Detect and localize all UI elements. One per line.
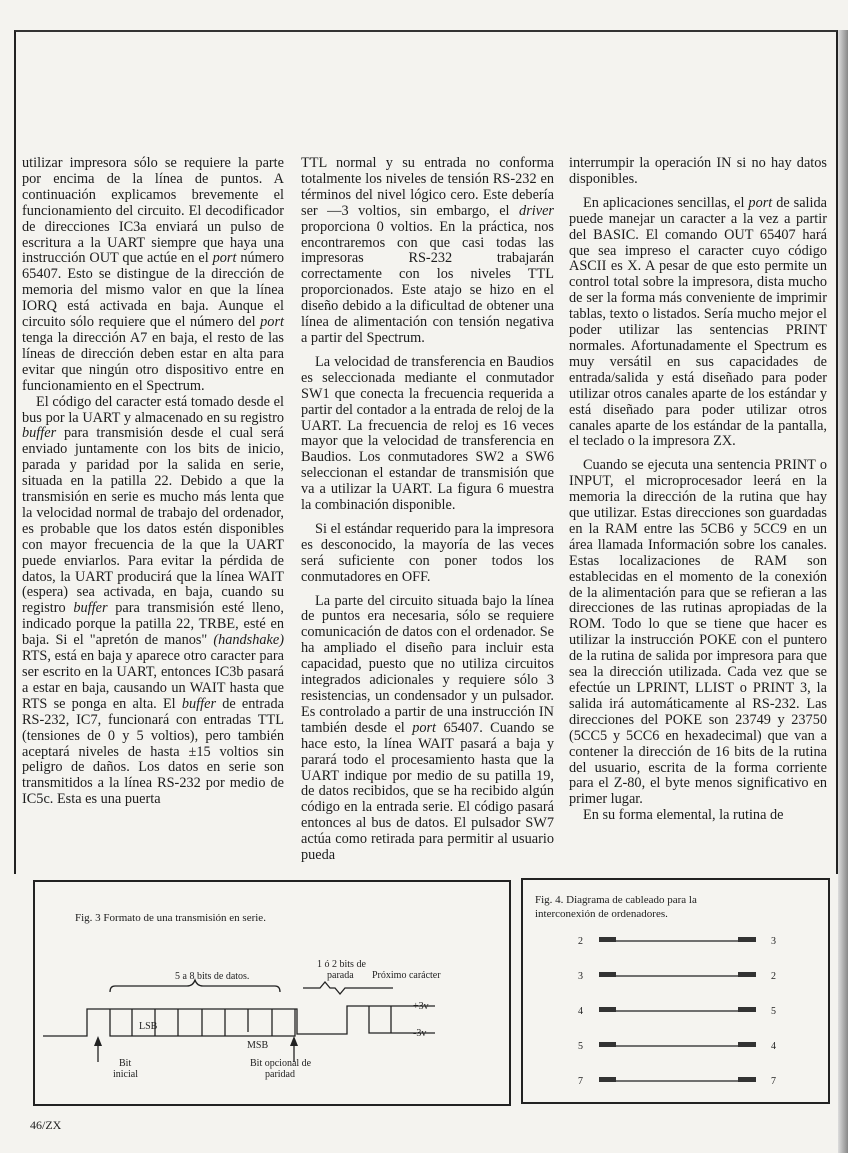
text-run: En aplicaciones sencillas, el xyxy=(583,194,749,211)
pin-left-label: 4 xyxy=(578,1006,583,1017)
text-run: Si el estándar requerido para la impresora es desconocido, la mayoría de las veces será suficiente con poner todos los conmutadores en OFF. xyxy=(301,520,554,585)
stop-bits-label-2: parada xyxy=(327,970,354,981)
minus3v-label: -3v xyxy=(413,1028,427,1039)
paragraph xyxy=(22,395,284,809)
text-run: número 65407. Esto se distingue de la dirección de memoria del mismo valor en que la línea IORQ está activada en baja. Aunque el circuito sólo requiere que el número del xyxy=(22,250,284,331)
connector-left xyxy=(599,1007,616,1012)
figure-3-caption: Fig. 3 Formato de una transmisión en serie. xyxy=(75,912,266,924)
connector-right xyxy=(738,1007,756,1012)
italic-term: (handshake) xyxy=(213,632,284,649)
connector-right xyxy=(738,1042,756,1047)
italic-term: port xyxy=(748,194,773,211)
text-run: utilizar impresora sólo se requiere la parte por encima de la línea de puntos. A continuación explicamos brevemente el funcionamiento del circuito. El decodificador de direcciones IC3a enviará un pulso de escritura a la UART siempre que haya una instrucción OUT que actúe en el xyxy=(22,155,284,267)
figure-3 xyxy=(33,880,511,1106)
plus3v-label: +3v xyxy=(413,1001,429,1012)
serial-timing-diagram xyxy=(35,882,509,1104)
italic-term: driver xyxy=(519,202,554,219)
italic-term: buffer xyxy=(181,695,217,712)
italic-term: port xyxy=(412,719,437,736)
pin-left-label: 5 xyxy=(578,1041,583,1052)
connector-left xyxy=(599,972,616,977)
page-edge xyxy=(838,30,848,1153)
signal-waveform xyxy=(43,1006,435,1036)
stop-bits-label: 1 ó 2 bits de xyxy=(317,959,366,970)
pin-left-label: 3 xyxy=(578,971,583,982)
text-column-1 xyxy=(22,156,284,808)
text-run: para transmisión esté lleno, indicado porque la patilla 22, TRBE, esté en baja. Si el "apretón de manos" xyxy=(22,600,284,649)
text-run: para transmisión desde el cual será enviado juntamente con los bits de inicio, parada y paridad por la salida en serie, situada en la patilla 22. Debido a que la transmisión en serie es mucho más lenta que la velocidad normal de trabajo del ordenador, es probable que los datos estén disponibles con mayor frecuencia de la que la UART puede enviarlos. Para evitar la pérdida de datos, la UART producirá que la línea WAIT (espera) sea activada, en baja, cuando su registro xyxy=(22,425,284,617)
text-run: La velocidad de transferencia en Baudios es seleccionada mediante el conmutador SW1 que conecta la frecuencia requerida a partir del contador a la entrada de reloj de la UART. La frecuencia de reloj es 16 veces mayor que la velocidad de transferencia en Baudios. Los conmutadores SW2 a SW6 seleccionan el estandar de transmisión que va a utilizar la UART. La figura 6 muestra la combinación disponible. xyxy=(301,353,554,514)
start-bit-label: Bit xyxy=(119,1058,132,1069)
figure-4 xyxy=(521,878,830,1104)
wiring-diagram xyxy=(523,880,828,1102)
paragraph xyxy=(569,156,827,188)
page-number: 46/ZX xyxy=(30,1118,62,1132)
parity-bit-label-2: paridad xyxy=(265,1069,295,1080)
parity-bit-arrow-icon xyxy=(290,1036,298,1046)
italic-term: port xyxy=(212,250,237,267)
text-run: de entrada RS-232, IC7, funcionará con entradas TTL (tensiones de 0 y 5 voltios), pero también aceptará niveles de hasta ±15 voltios sin peligro de daños. Los datos en serie son transmitidos a la línea RS-232 por medio de IC5c. Esta es una puerta xyxy=(22,695,284,808)
text-column-3 xyxy=(569,156,827,824)
italic-term: port xyxy=(260,314,284,331)
text-run: El código del caracter está tomado desde el bus por la UART y almacenado en su registro xyxy=(22,393,284,426)
figure-4-caption-2: interconexión de ordenadores. xyxy=(535,908,668,920)
pin-right-label: 3 xyxy=(771,936,776,947)
text-run: de salida puede manejar un caracter a la vez a partir del BASIC. El comando OUT 65407 hará que sea impreso el caracter cuyo código ASCII es X. A pesar de que esto permite un control total sobre la impresora, dista mucho de ser la forma más conveniente de imprimir tablas, texto o listados. Sería mucho mejor el poder utilizar las sentencias PRINT normales. Afortunadamente el Spectrum es muy versátil en sus capacidades de entrada/salida y está diseñado para poder utilizar otros canales aparte de los estándar y está diseñado para poder utilizar otros canales aparte de los estándar de la pantalla, el teclado o la impresora ZX. xyxy=(569,194,827,450)
msb-label: MSB xyxy=(247,1040,269,1051)
start-bit-arrow-icon xyxy=(94,1036,102,1046)
pin-right-label: 4 xyxy=(771,1041,776,1052)
connector-left xyxy=(599,937,616,942)
text-run: La parte del circuito situada bajo la línea de puntos era necesaria, sólo se requiere comunicación de datos con el ordenador. Se ha ampliado el diseño para incluir esta capacidad, puesto que no utiliza circuitos integrados adicionales y requiere sólo 3 resistencias, un condensador y un pulsador. Es controlado a partir de una instrucción IN también desde el xyxy=(301,592,554,736)
pin-right-label: 5 xyxy=(771,1006,776,1017)
connector-right xyxy=(738,1077,756,1082)
connector-left xyxy=(599,1077,616,1082)
text-run: RTS, está en baja y aparece otro caracter para ser escrito en la UART, entonces IC3b pasará a estar en baja, causando un WAIT hasta que RTS se ponga en alta. El xyxy=(22,648,284,712)
next-char-label: Próximo carácter xyxy=(372,970,441,981)
connector-left xyxy=(599,1042,616,1047)
paragraph xyxy=(569,808,827,824)
connector-right xyxy=(738,972,756,977)
pin-right-label: 7 xyxy=(771,1076,776,1087)
pin-left-label: 2 xyxy=(578,936,583,947)
text-run: 65407. Cuando se hace esto, la línea WAIT pasará a baja y parará todo el procesamiento hasta que la UART indique por medio de su patilla 19, de datos recibidos, que se ha recibido algún código en la entrada serie. El código pasará entonces al bus de datos. El pulsador SW7 actúa como retirada para permitir al usuario pueda xyxy=(301,719,554,864)
start-bit-label-2: inicial xyxy=(113,1069,138,1080)
paragraph xyxy=(22,156,284,395)
text-run: proporciona 0 voltios. En la práctica, nos encontraremos con que casi todas las impresoras RS-232 trabajarán correctamente con los niveles TTL proporcionados. Este atajo se hizo en el diseño debido a la dificultad de obtener una línea de alimentación con tensión negativa a partir del Spectrum. xyxy=(301,218,554,346)
text-run: tenga la dirección A7 en baja, el resto de las líneas de dirección deben estar en alta para evitar que ningún otro dispositivo entre en funcionamiento en el Spectrum. xyxy=(22,329,284,394)
paragraph xyxy=(301,594,554,864)
data-bits-label: 5 a 8 bits de datos. xyxy=(175,971,250,982)
pin-left-label: 7 xyxy=(578,1076,583,1087)
paragraph xyxy=(301,355,554,514)
paragraph xyxy=(569,196,827,451)
italic-term: buffer xyxy=(73,600,108,617)
stop-bits-brace xyxy=(303,982,393,994)
paragraph xyxy=(569,458,827,808)
figure-4-caption: Fig. 4. Diagrama de cableado para la xyxy=(535,894,697,906)
pin-right-label: 2 xyxy=(771,971,776,982)
text-run: Cuando se ejecuta una sentencia PRINT o INPUT, el microprocesador leerá en la memoria la dirección de la rutina que hay que utilizar. Estas direcciones son guardadas en la RAM entre las 5CB6 y 5CC9 en un área llamada Información sobre los canales. Estas localizaciones de RAM son establecidas en el momento de la conexión de la alimentación para que se refieran a las direcciones de las rutinas apropiadas de la ROM. Todo lo que se tiene que hacer es utilizar la instrucción POKE con el puntero de la rutina de salida por impresora para que sea la dirección utilizada. Cada vez que se efectúe un LPRINT, LLIST o PRINT 3, la salida irá automáticamente al RS-232. Las direcciones del POKE son 23749 y 23750 (5CC5 y 5CC6 en hexadecimal) que van a contener la dirección de 16 bits de la rutina del usuario, escrita de la forma corriente para el Z-80, el byte menos significativo en primer lugar. xyxy=(569,457,827,808)
text-run: En su forma elemental, la rutina de xyxy=(583,807,784,824)
text-run: interrumpir la operación IN si no hay datos disponibles. xyxy=(569,155,827,187)
italic-term: buffer xyxy=(22,425,57,442)
paragraph xyxy=(301,156,554,347)
connector-right xyxy=(738,937,756,942)
parity-bit-label: Bit opcional de xyxy=(250,1058,312,1069)
text-run: TTL normal y su entrada no conforma totalmente los niveles de tensión RS-232 en términos del nivel lógico cero. Este debería ser —3 voltios, sin embargo, el xyxy=(301,155,554,219)
paragraph xyxy=(301,522,554,586)
lsb-label: LSB xyxy=(139,1021,158,1032)
text-column-2 xyxy=(301,156,554,864)
